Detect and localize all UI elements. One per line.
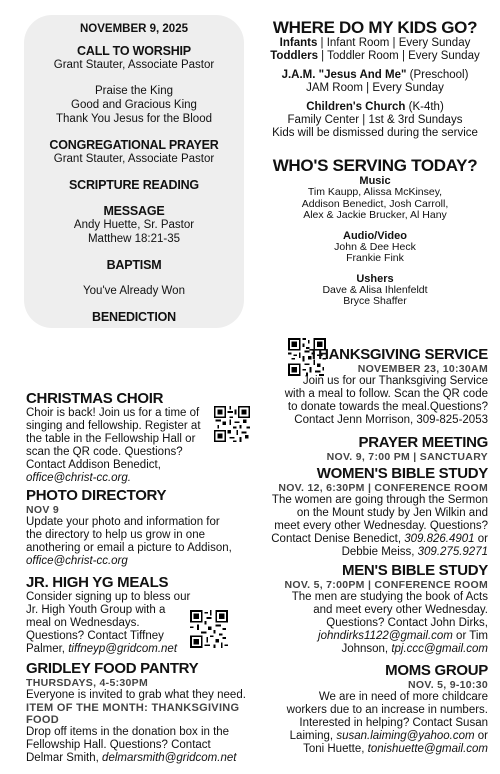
moms-line4-prefix: Laiming, [289, 730, 337, 742]
congregational-prayer-heading: CONGREGATIONAL PRAYER [49, 138, 219, 152]
mens-email-2[interactable]: tpj.ccc@gmail.com [391, 643, 488, 655]
toddlers-label: Toddlers [270, 50, 318, 62]
womens-date: NOV. 12, 6:30PM | CONFERENCE ROOM [278, 482, 488, 494]
prayer-date: NOV. 9, 7:00 PM | SANCTUARY [326, 451, 488, 463]
mens-name-2: Johnson, [341, 643, 392, 655]
thanksgiving-line-1: Join us for our Thanksgiving Service [302, 375, 488, 387]
thanksgiving-line-3: to donate towards the meal.Questions? [287, 401, 488, 413]
benediction-heading: BENEDICTION [92, 310, 176, 324]
call-to-worship-heading: CALL TO WORSHIP [77, 44, 191, 58]
church-text: Family Center | 1st & 3rd Sundays [287, 114, 463, 126]
thanksgiving-date: NOVEMBER 23, 10:30AM [357, 363, 488, 375]
moms-email-1[interactable]: susan.laiming@yahoo.com [336, 730, 475, 742]
ushers-line-2: Bryce Shaffer [343, 295, 407, 307]
photo-title: PHOTO DIRECTORY [26, 487, 167, 504]
moms-line-2: workers due to an increase in numbers. [286, 704, 488, 716]
jrhigh-line-1: Consider signing up to bless our [26, 591, 191, 603]
moms-title: MOMS GROUP [385, 662, 488, 679]
church-label: Children's Church [306, 101, 406, 113]
moms-line4-suffix: or [474, 730, 488, 742]
jrhigh-qr-code[interactable] [190, 610, 228, 648]
womens-contact2-prefix: Debbie Meiss, [341, 546, 418, 558]
scripture-reading-heading: SCRIPTURE READING [69, 178, 199, 192]
music-label: Music [359, 175, 391, 187]
moms-date: NOV. 5, 9-10:30 [408, 679, 488, 691]
photo-line-3: anothering or email a picture to Addison, [26, 542, 232, 554]
mens-title: MEN'S BIBLE STUDY [342, 562, 488, 579]
jam-label: J.A.M. "Jesus And Me" [281, 69, 407, 81]
infants-text: | Infant Room | Every Sunday [317, 37, 471, 49]
prayer-section [262, 434, 488, 463]
choir-line-3: the table in the Fellowship Hall or [26, 433, 196, 445]
choir-title: CHRISTMAS CHOIR [26, 390, 164, 407]
baptism-heading: BAPTISM [106, 258, 162, 272]
church-note: Kids will be dismissed during the service [272, 127, 478, 139]
moms-section [262, 662, 488, 756]
message-speaker: Andy Huette, Sr. Pastor [73, 219, 195, 231]
womens-line-1: The women are going through the Sermon [271, 494, 488, 506]
pantry-line-1: Everyone is invited to grab what they need. [26, 689, 246, 701]
womens-contact-prefix: Contact Denise Benedict, [271, 533, 405, 545]
pantry-email[interactable]: delmarsmith@gridcom.net [102, 752, 237, 764]
ushers-label: Ushers [356, 272, 394, 285]
womens-phone-1: 309.826.4901 [404, 533, 475, 545]
choir-line-2: singing and fellowship. Register at [26, 420, 201, 432]
jrhigh-email[interactable]: tiffneyp@gridcom.net [68, 643, 178, 655]
thanksgiving-line-4: Contact Jenn Morrison, 309-825-2053 [294, 414, 488, 426]
music-line-3: Alex & Jackie Brucker, Al Hany [303, 209, 447, 221]
infants-label: Infants [279, 37, 318, 49]
jrhigh-line5-prefix: Palmer, [26, 643, 69, 655]
womens-section [262, 465, 488, 559]
choir-email[interactable]: office@christ-cc.org. [26, 472, 131, 484]
jrhigh-line-4: Questions? Contact Tiffney [26, 630, 164, 642]
serving-section [262, 156, 488, 308]
moms-line5-prefix: Toni Huette, [303, 743, 368, 755]
moms-line-3: Interested in helping? Contact Susan [299, 717, 488, 729]
congregational-prayer-leader: Grant Stauter, Associate Pastor [53, 153, 215, 165]
photo-line-2: the directory to help us grow in one [26, 529, 205, 541]
toddlers-text: | Toddler Room | Every Sunday [317, 50, 480, 62]
serving-title: WHO'S SERVING TODAY? [272, 156, 478, 175]
song-1: Praise the King [95, 85, 173, 97]
mens-email-1[interactable]: johndirks1122@gmail.com [318, 630, 453, 642]
service-date: NOVEMBER 9, 2025 [79, 23, 188, 35]
moms-line-1: We are in need of more childcare [318, 691, 488, 703]
womens-title: WOMEN'S BIBLE STUDY [316, 465, 488, 482]
jrhigh-title: JR. HIGH YG MEALS [26, 574, 169, 591]
kids-section [262, 18, 488, 140]
womens-line-2: on the Mount study by Jen Wilkin and [296, 507, 488, 519]
ushers-line-1: Dave & Alisa Ihlenfeldt [322, 283, 428, 296]
womens-phone-2: 309.275.9271 [417, 546, 488, 558]
pantry-section [26, 660, 266, 765]
av-line-1: John & Dee Heck [334, 240, 416, 253]
pantry-last-prefix: Delmar Smith, [26, 752, 103, 764]
music-line-2: Addison Benedict, Josh Carroll, [301, 197, 449, 210]
mens-section [262, 562, 488, 656]
jam-age: (Preschool) [406, 69, 469, 81]
womens-contact-or: or [474, 533, 488, 545]
message-heading: MESSAGE [103, 204, 165, 218]
pantry-title: GRIDLEY FOOD PANTRY [26, 660, 199, 677]
choir-qr-code[interactable] [214, 406, 250, 442]
music-line-1: Tim Kaupp, Alissa McKinsey, [307, 186, 443, 198]
pantry-line-2: Drop off items in the donation box in the [26, 726, 230, 738]
message-passage: Matthew 18:21-35 [87, 233, 181, 245]
song-2: Good and Gracious King [71, 99, 197, 111]
pantry-date: THURSDAYS, 4-5:30PM [26, 677, 149, 689]
thanksgiving-section [262, 346, 488, 427]
pantry-line-3: Fellowship Hall. Questions? Contact [26, 739, 211, 751]
photo-section [26, 487, 258, 568]
av-line-2: Frankie Fink [346, 252, 404, 264]
song-3: Thank You Jesus for the Blood [56, 113, 212, 125]
photo-email[interactable]: office@christ-cc.org [26, 555, 128, 567]
choir-line-1: Choir is back! Join us for a time of [26, 407, 200, 419]
mens-line-1: The men are studying the book of Acts [291, 591, 488, 603]
call-to-worship-leader: Grant Stauter, Associate Pastor [53, 59, 215, 71]
pantry-item-label: ITEM OF THE MONTH: THANKSGIVING FOOD [26, 702, 240, 726]
baptism-song: You've Already Won [83, 285, 185, 297]
av-label: Audio/Video [343, 229, 407, 242]
mens-line-2: and meet every other Wednesday. [313, 604, 488, 616]
photo-line-1: Update your photo and information for [26, 516, 220, 528]
mens-date: NOV. 5, 7:00PM | CONFERENCE ROOM [284, 579, 488, 591]
jrhigh-line-3: meal on Wednesdays. [26, 617, 140, 629]
mens-mid: or Tim [452, 630, 488, 642]
choir-line-4: scan the QR code. Questions? [26, 446, 183, 458]
womens-line-3: meet every other Wednesday. Questions? [274, 520, 488, 532]
choir-line-5: Contact Addison Benedict, [26, 459, 161, 471]
jam-text: JAM Room | Every Sunday [306, 82, 444, 94]
mens-line-3: Questions? Contact John Dirks, [326, 617, 488, 629]
church-age: (K-4th) [405, 101, 444, 113]
kids-title: WHERE DO MY KIDS GO? [272, 18, 478, 37]
prayer-title: PRAYER MEETING [358, 434, 488, 451]
photo-date: NOV 9 [26, 504, 60, 516]
moms-email-2[interactable]: tonishuette@gmail.com [367, 743, 488, 755]
thanksgiving-title: THANKSGIVING SERVICE [309, 346, 488, 363]
order-of-service [24, 22, 244, 324]
thanksgiving-line-2: with a meal to follow. Scan the QR code [284, 388, 488, 400]
jrhigh-line-2: Jr. High Youth Group with a [26, 604, 166, 616]
